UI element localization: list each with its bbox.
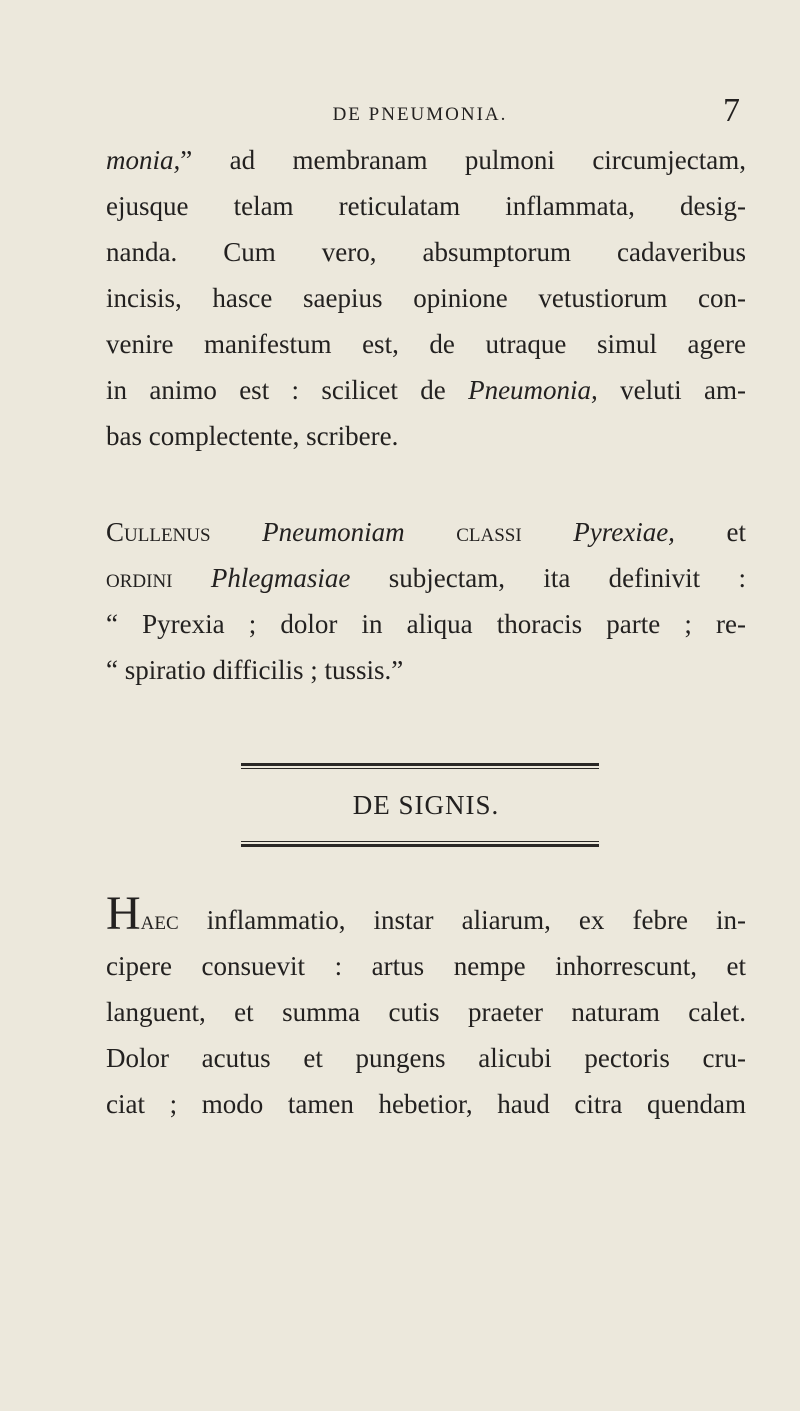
italic-term: Phlegmasiae: [210, 563, 351, 593]
running-head: [100, 92, 740, 132]
text-line: “ spiratio difficilis ; tussis.”: [106, 655, 404, 685]
text-line: [106, 887, 746, 943]
text-line: ejusque telam reticulatam inflammata, desig-: [106, 191, 746, 221]
text-line: [106, 137, 746, 183]
text-line: bas complectente, scribere.: [106, 421, 399, 451]
section-heading: DE SIGNIS.: [352, 790, 500, 820]
paragraph-signs: [106, 887, 746, 1127]
rule-thin: [241, 841, 599, 842]
smallcaps-word: aec: [140, 905, 179, 935]
italic-term: Pyrexiae,: [573, 517, 675, 547]
italic-term: monia,: [106, 145, 181, 175]
text-line: nanda. Cum vero, absumptorum cadaveribus: [106, 237, 746, 267]
smallcaps-word: classi: [456, 517, 522, 547]
italic-term: Pneumoniam: [262, 517, 405, 547]
text-run: in animo est : scilicet de: [106, 375, 469, 405]
section-gap: [106, 693, 746, 763]
text-line: languent, et summa cutis praeter naturam calet.: [106, 997, 746, 1027]
section-gap: [106, 847, 746, 897]
paragraph-continuation: [106, 137, 746, 459]
text-line: [106, 509, 746, 555]
text-line: cipere consuevit : artus nempe inhorrescunt, et: [106, 951, 746, 981]
text-run: et: [726, 517, 747, 547]
text-run: ” ad membranam pulmoni circumjectam,: [180, 145, 746, 175]
text-line: venire manifestum est, de utraque simul agere: [106, 329, 746, 359]
body-text: [106, 137, 746, 1127]
text-line: incisis, hasce saepius opinione vetustiorum con-: [106, 283, 746, 313]
text-line: Dolor acutus et pungens alicubi pectoris cru-: [106, 1043, 746, 1073]
smallcaps-name: Cullenus: [106, 517, 211, 547]
smallcaps-word: ordini: [106, 563, 173, 593]
rule-thick: [241, 763, 599, 766]
text-run: subjectam, ita definivit :: [388, 563, 747, 593]
italic-term: Pneumonia,: [468, 375, 598, 405]
text-line: [106, 555, 746, 601]
text-run: inflammatio, instar aliarum, ex febre in-: [178, 905, 746, 935]
text-line: ciat ; modo tamen hebetior, haud citra quendam: [106, 1089, 746, 1119]
paragraph-cullen-definition: [106, 509, 746, 693]
page-number: 7: [723, 92, 740, 129]
paragraph-gap: [106, 459, 746, 509]
drop-capital: H: [106, 887, 141, 940]
text-run: veluti am-: [597, 375, 746, 405]
text-line: [106, 367, 746, 413]
running-title: DE PNEUMONIA.: [332, 104, 508, 125]
text-line: “ Pyrexia ; dolor in aliqua thoracis parte ; re-: [106, 609, 746, 639]
